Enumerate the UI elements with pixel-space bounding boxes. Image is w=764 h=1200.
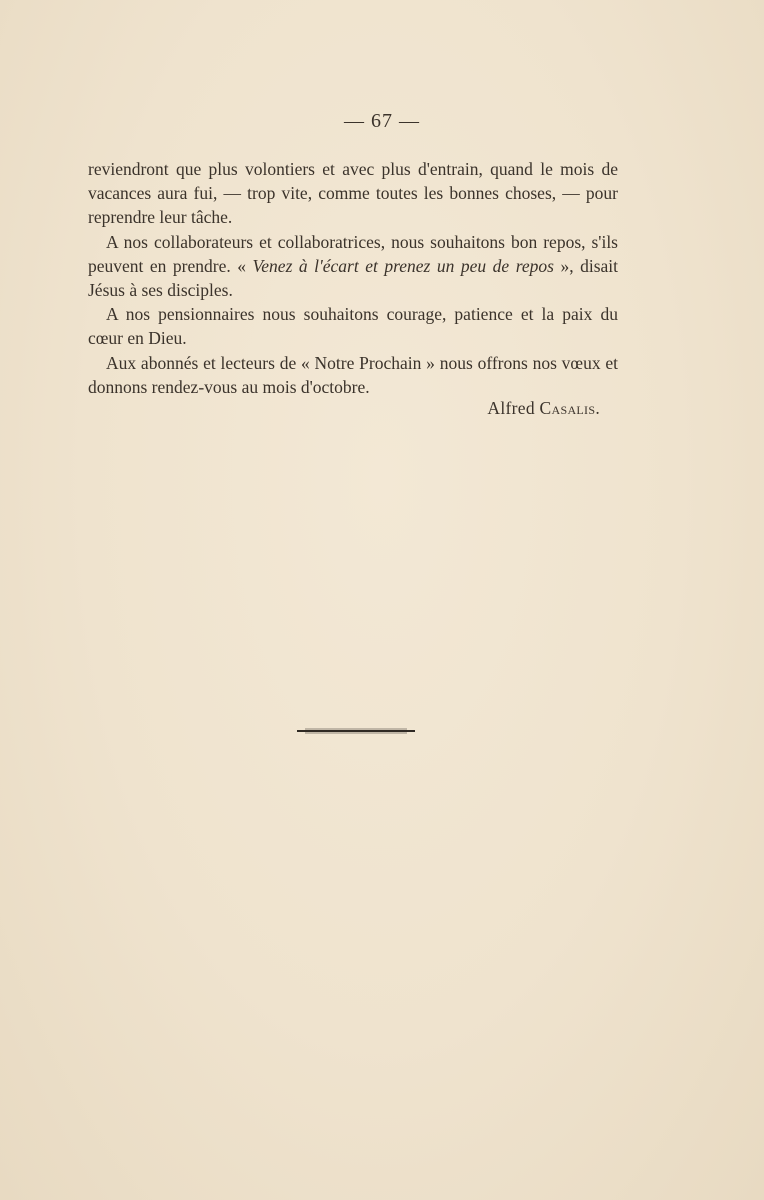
signature-first-name: Alfred	[487, 398, 540, 418]
paragraph-2	[88, 230, 618, 303]
paragraph-3: A nos pensionnaires nous souhaitons courage, patience et la paix du cœur en Dieu.	[88, 304, 618, 349]
paragraph-2-start: A nos collaborateurs et collaboratrices, nous souhaitons bon repos, s'ils peuvent en prendre. «	[88, 231, 618, 276]
signature	[487, 398, 600, 419]
decorative-divider	[297, 728, 415, 734]
paragraph-4: Aux abonnés et lecteurs de « Notre Prochain » nous offrons nos vœux et donnons rendez-vous au mois d'octobre.	[88, 352, 618, 397]
paragraph-2-quote: Venez à l'écart et prenez un peu de repos	[252, 255, 554, 276]
paragraph-2-end: », disait Jésus à ses disciples.	[88, 255, 618, 301]
signature-last-name: Casalis.	[539, 398, 600, 418]
body-text	[88, 157, 618, 399]
page-number: — 67 —	[344, 110, 420, 132]
paragraph-1: reviendront que plus volontiers et avec plus d'entrain, quand le mois de vacances aura fui, — trop vite, comme toutes les bonnes choses, — pour reprendre leur tâche.	[88, 159, 618, 228]
